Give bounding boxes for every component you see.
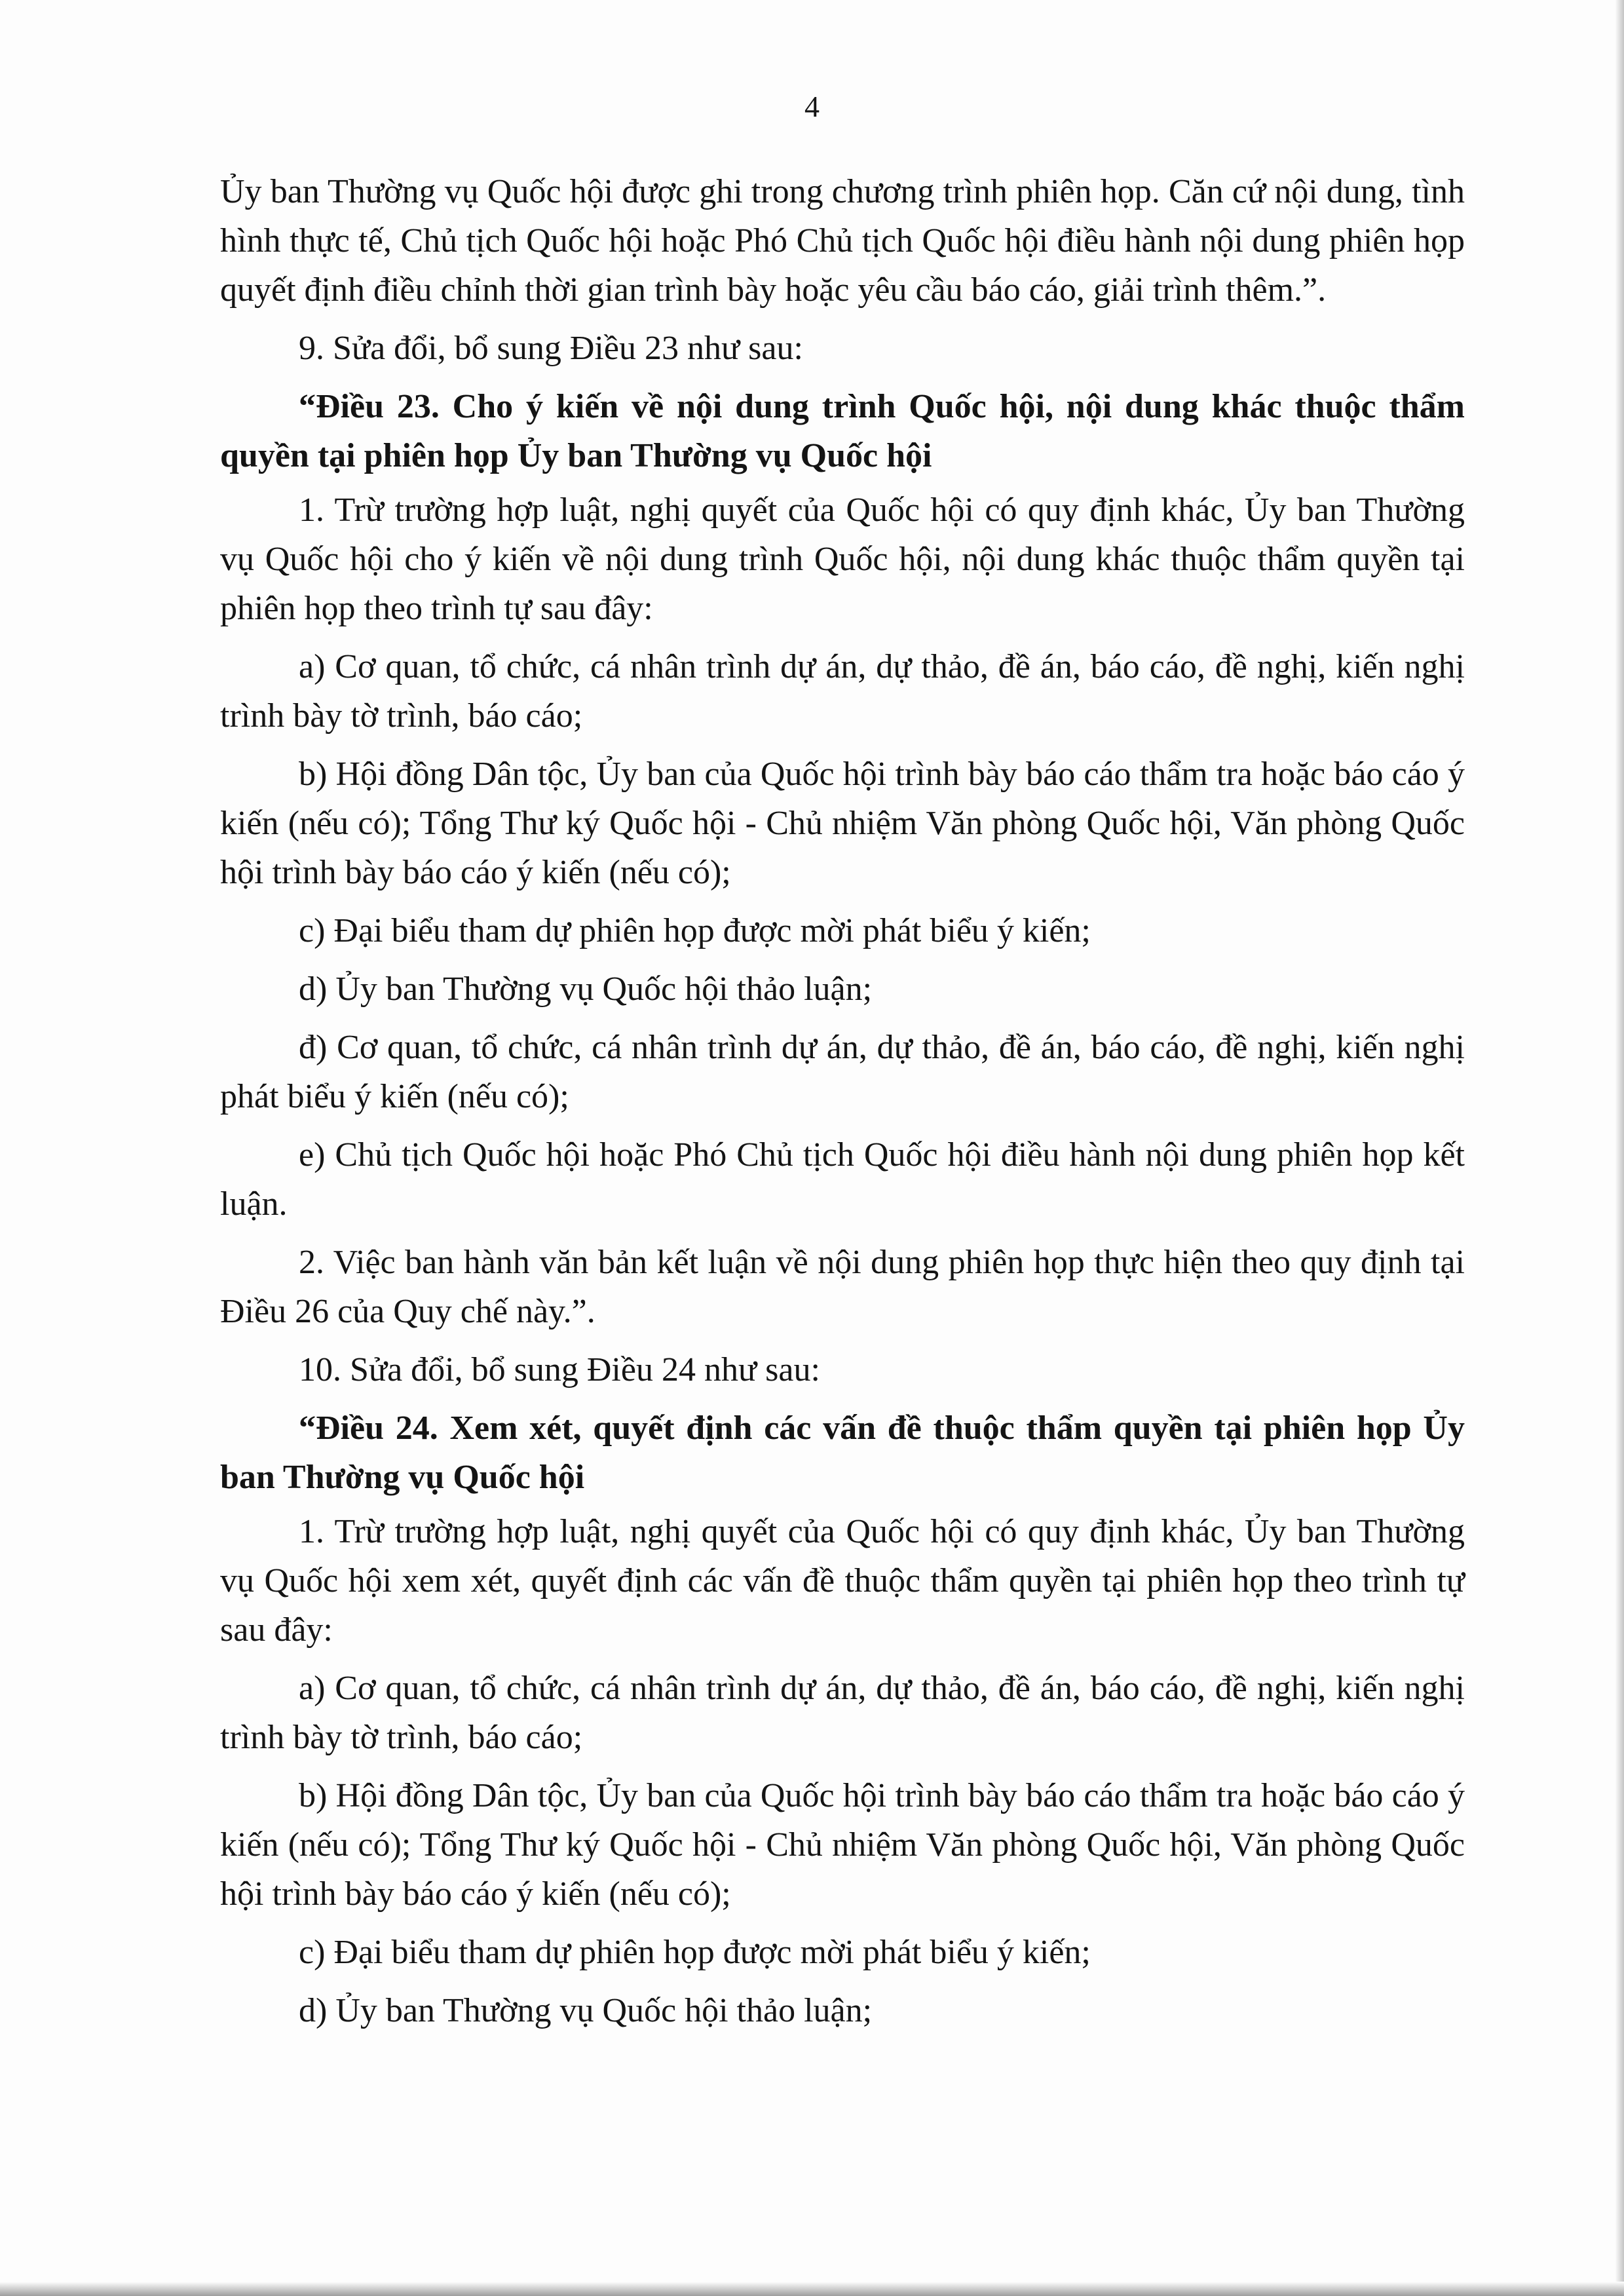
article-23-clause-1: 1. Trừ trường hợp luật, nghị quyết của Quốc hội có quy định khác, Ủy ban Thường vụ Quốc hội cho ý kiến về nội dung trình Quốc hội, nội dung khác thuộc thẩm quyền tại phiên họp theo trình tự sau đây: xyxy=(220,491,1465,627)
article-23-point-c: c) Đại biểu tham dự phiên họp được mời phát biểu ý kiến; xyxy=(299,912,1091,949)
article-24-clause-1: 1. Trừ trường hợp luật, nghị quyết của Quốc hội có quy định khác, Ủy ban Thường vụ Quốc hội xem xét, quyết định các vấn đề thuộc thẩm quyền tại phiên họp theo trình tự sau đây: xyxy=(220,1513,1465,1649)
document-body xyxy=(220,167,1465,2044)
article-23-point-b: b) Hội đồng Dân tộc, Ủy ban của Quốc hội trình bày báo cáo thẩm tra hoặc báo cáo ý kiến (nếu có); Tổng Thư ký Quốc hội - Chủ nhiệm Văn phòng Quốc hội, Văn phòng Quốc hội trình bày báo cáo ý kiến (nếu có); xyxy=(220,756,1465,891)
page-number: 4 xyxy=(804,90,820,123)
article-23-heading: “Điều 23. Cho ý kiến về nội dung trình Quốc hội, nội dung khác thuộc thẩm quyền tại phiên họp Ủy ban Thường vụ Quốc hội xyxy=(220,388,1465,474)
amendment-item-9: 9. Sửa đổi, bổ sung Điều 23 như sau: xyxy=(299,330,803,367)
article-23-clause-2: 2. Việc ban hành văn bản kết luận về nội dung phiên họp thực hiện theo quy định tại Điều 26 của Quy chế này.”. xyxy=(220,1244,1465,1330)
article-24-point-b: b) Hội đồng Dân tộc, Ủy ban của Quốc hội trình bày báo cáo thẩm tra hoặc báo cáo ý kiến (nếu có); Tổng Thư ký Quốc hội - Chủ nhiệm Văn phòng Quốc hội, Văn phòng Quốc hội trình bày báo cáo ý kiến (nếu có); xyxy=(220,1777,1465,1913)
article-24-point-d: d) Ủy ban Thường vụ Quốc hội thảo luận; xyxy=(299,1992,873,2029)
article-24-heading: “Điều 24. Xem xét, quyết định các vấn đề thuộc thẩm quyền tại phiên họp Ủy ban Thường vụ Quốc hội xyxy=(220,1409,1465,1496)
article-24-point-c: c) Đại biểu tham dự phiên họp được mời phát biểu ý kiến; xyxy=(299,1934,1091,1971)
article-23-point-dd: đ) Cơ quan, tổ chức, cá nhân trình dự án, dự thảo, đề án, báo cáo, đề nghị, kiến nghị phát biểu ý kiến (nếu có); xyxy=(220,1029,1465,1115)
scan-edge-right xyxy=(1615,0,1624,2296)
article-23-point-d: d) Ủy ban Thường vụ Quốc hội thảo luận; xyxy=(299,970,873,1008)
article-23-point-e: e) Chủ tịch Quốc hội hoặc Phó Chủ tịch Quốc hội điều hành nội dung phiên họp kết luận. xyxy=(220,1136,1465,1223)
scan-edge-bottom xyxy=(0,2282,1624,2296)
article-23-point-a: a) Cơ quan, tổ chức, cá nhân trình dự án, dự thảo, đề án, báo cáo, đề nghị, kiến nghị trình bày tờ trình, báo cáo; xyxy=(220,648,1465,735)
amendment-item-10: 10. Sửa đổi, bổ sung Điều 24 như sau: xyxy=(299,1351,820,1388)
article-24-point-a: a) Cơ quan, tổ chức, cá nhân trình dự án, dự thảo, đề án, báo cáo, đề nghị, kiến nghị trình bày tờ trình, báo cáo; xyxy=(220,1670,1465,1756)
paragraph-continuation: Ủy ban Thường vụ Quốc hội được ghi trong chương trình phiên họp. Căn cứ nội dung, tình hình thực tế, Chủ tịch Quốc hội hoặc Phó Chủ tịch Quốc hội điều hành nội dung phiên họp quyết định điều chỉnh thời gian trình bày hoặc yêu cầu báo cáo, giải trình thêm.”. xyxy=(220,173,1465,309)
